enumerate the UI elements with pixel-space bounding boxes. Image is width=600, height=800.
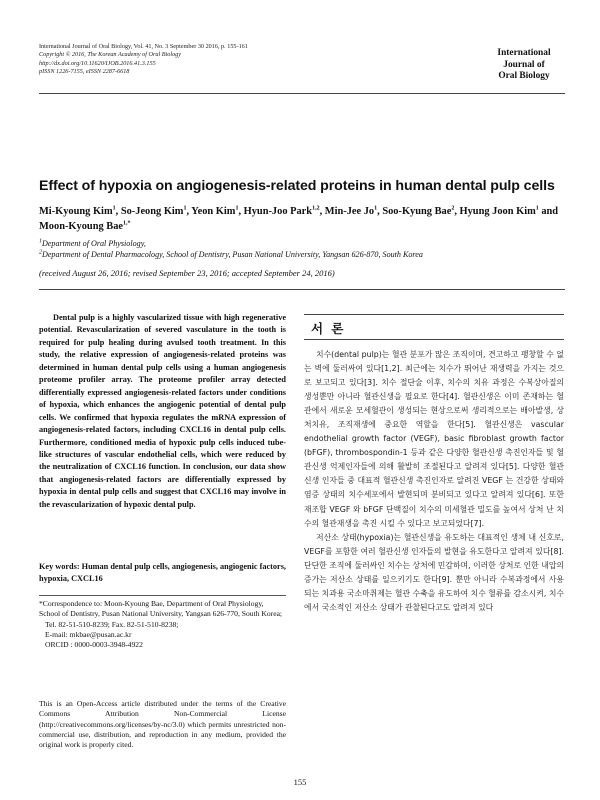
journal-name-line: Journal of xyxy=(503,59,545,70)
correspondence-orcid: ORCID : 0000-0003-3948-4922 xyxy=(45,640,143,650)
journal-name-line: International xyxy=(497,48,551,58)
section-rule-top xyxy=(304,314,564,315)
author-name: Yeon Kim xyxy=(191,206,236,217)
body-paragraph: 치수(dental pulp)는 혈관 분포가 많은 조직이며, 견고하고 팽창할 수 없는 벽에 둘러싸여 있다[1,2]. 최근에는 치수가 뛰어난 재생력을 가지는 것으로 보고되고 있다[3]. 치수 절단술 이후, 치수의 치유 과정은 수복상아질의 생성뿐만 아니라 혈관신생을 필요로 한다[4]. 혈관신생은 이미 존재하는 혈관에서 새로운 모세혈관이 생성되는 현상으로써 생리적으로는 배아발생, 상처치유, 조직재생에 중요한 역할을 한다[5]. 혈관신생은 vascular endothelial growth factor (VEGF), basic fibroblast growth factor (bFGF), thrombospondin-1 등과 같은 다양한 혈관신생 촉진인자들 및 혈관신생 억제인자들에 의해 활발히 조절된다고 알려져 있다[5]. 다양한 혈관신생 인자들 중 대표적 혈관신생 촉진인자로 알려진 VEGF 는 건강한 상태와 염증 상태의 치수세포에서 발현되며 분비되고 있다고 알려져 있다[6]. 또한 재조합 VEGF 와 bFGF 단백질이 치수의 미세혈관 밀도를 높여서 상처 난 치수의 혈관재생을 촉진 시킬 수 있다고 보고되었다[7]. xyxy=(304,350,564,528)
section-title: 서 론 xyxy=(311,321,346,336)
author-affiliation-mark: 1 xyxy=(112,205,116,212)
header-divider xyxy=(39,93,565,94)
author-name: Soo-Kyung Bae xyxy=(382,206,452,217)
received-dates: (received August 26, 2016; revised September 23, 2016; accepted September 24, 2016) xyxy=(39,268,335,278)
copyright-line: Copyright © 2016, The Korean Academy of Oral Biology xyxy=(39,51,182,59)
footnote-divider xyxy=(39,595,286,596)
author-affiliation-mark: 1 xyxy=(374,205,378,212)
correspondence-phone: Tel. 82-51-510-8239; Fax. 82-51-510-8238; xyxy=(45,619,179,629)
author-affiliation-mark: 1,* xyxy=(123,220,131,227)
affiliations xyxy=(39,238,565,260)
section-rule-bottom xyxy=(304,339,564,340)
journal-name-line: Oral Biology xyxy=(498,71,550,82)
author-name: So-Jeong Kim xyxy=(120,206,184,217)
body-paragraph: 저산소 상태(hypoxia)는 혈관신생을 유도하는 대표적인 생체 내 신호로, VEGF를 포함한 여러 혈관신생 인자들의 발현을 유도한다고 알려져 있다[8]. 단단한 조직에 둘러싸인 치수는 상처에 민감하며, 이러한 상처로 인한 내압의 증가는 저산소 상태를 일으키기도 한다[9]. 뿐만 아니라 수복과정에서 사용되는 치과용 국소마취제는 혈관 수축을 유도하여 치수 혈류를 감소시켜, 치수에서 국소적인 저산소 상태가 관찰된다고도 알려져 있다 xyxy=(304,532,564,612)
title-block-divider xyxy=(39,289,565,290)
author-affiliation-mark: 1 xyxy=(235,205,239,212)
affiliation-2: $^2$Department of Dental Pharmacology, School of Dentistry, Pusan National University, Yangsan 626-870, South Korea xyxy=(39,249,423,259)
citation-line: International Journal of Oral Biology, Vol. 41, No. 3 September 30 2016, p. 155-161 xyxy=(39,43,248,50)
introduction-body xyxy=(304,348,564,615)
author-name: Mi-Kyoung Kim xyxy=(39,206,113,217)
author-affiliation-mark: 1 xyxy=(183,205,187,212)
author-affiliation-mark: 2 xyxy=(451,205,455,212)
author-affiliation-mark: 1,2 xyxy=(312,205,320,212)
open-access-notice: This is an Open-Access article distributed under the terms of the Creative Commons Attribution Non-Commercial License (http://creativecommons.org/licenses/by-nc/3.0) which permits unrestricted non-commercial use, distribution, and reproduction in any medium, provided the original work is properly cited. xyxy=(39,699,286,750)
correspondence-address: *Correspondence to: Moon-Kyoung Bae, Department of Oral Physiology, School of Dentistry, Pusan National University, Yangsan 626-770, South Korea; xyxy=(39,599,283,619)
correspondence-note xyxy=(39,599,286,650)
abstract-text: Dental pulp is a highly vascularized tissue with high regenerative potential. Revascularization of severed vasculature in the tooth is required for pulp healing during avulsed tooth treatment. In this study, the relative expression of angiogenesis-related proteins was determined in human dental pulp cells using a human angiogenesis proteome profiler array. The proteome profiler array detected differentially expressed angiogenesis-related factors under conditions of hypoxia, which enhances the angiogenic potential of dental pulp cells. We confirmed that hypoxia regulates the mRNA expression of angiogenesis-related factors, including CXCL16 in dental pulp cells. Furthermore, conditioned media of hypoxic pulp cells induced tube-like structures of vascular endothelial cells, which were reduced by the neutralization of CXCL16 function. In conclusion, our data show that angiogenesis-related factors are differentially expressed by hypoxia in dental pulp cells and suggest that CXCL16 may involve in the revascularization of hypoxic dental pulp. xyxy=(39,313,286,509)
doi-link[interactable]: http://dx.doi.org/10.11620/IJOB.2016.41.3.155 xyxy=(39,59,156,67)
journal-name-box xyxy=(484,48,564,83)
correspondence-email[interactable]: E-mail: mkbae@pusan.ac.kr xyxy=(45,629,132,639)
author-name: Hyung Joon Kim xyxy=(459,206,536,217)
author-list: Mi-Kyoung Kim$^1$, So-Jeong Kim$^1$, Yeon Kim$^1$, Hyun-Joo Park$^{1,2}$, Min-Jee Jo$^1$, Soo-Kyung Bae$^2$, Hyung Joon Kim$^1$ and Moon-Kyoung Bae$^{1,*}$ xyxy=(39,205,559,232)
author-name: Hyun-Joo Park xyxy=(243,206,313,217)
abstract xyxy=(39,312,286,511)
author-affiliation-mark: 1 xyxy=(535,205,539,212)
affiliation-1: $^1$Department of Oral Physiology, xyxy=(39,238,146,248)
journal-header xyxy=(39,43,399,76)
issn-line: pISSN 1226-7155, eISSN 2287-6618 xyxy=(39,67,130,75)
author-name: Min-Jee Jo xyxy=(324,206,375,217)
author-name: Moon-Kyoung Bae xyxy=(39,221,123,232)
page-number: 155 xyxy=(293,777,307,787)
article-title: Effect of hypoxia on angiogenesis-related proteins in human dental pulp cells xyxy=(39,178,555,194)
keywords: Key words: Human dental pulp cells, angiogenesis, angiogenic factors, hypoxia, CXCL16 xyxy=(39,562,286,584)
